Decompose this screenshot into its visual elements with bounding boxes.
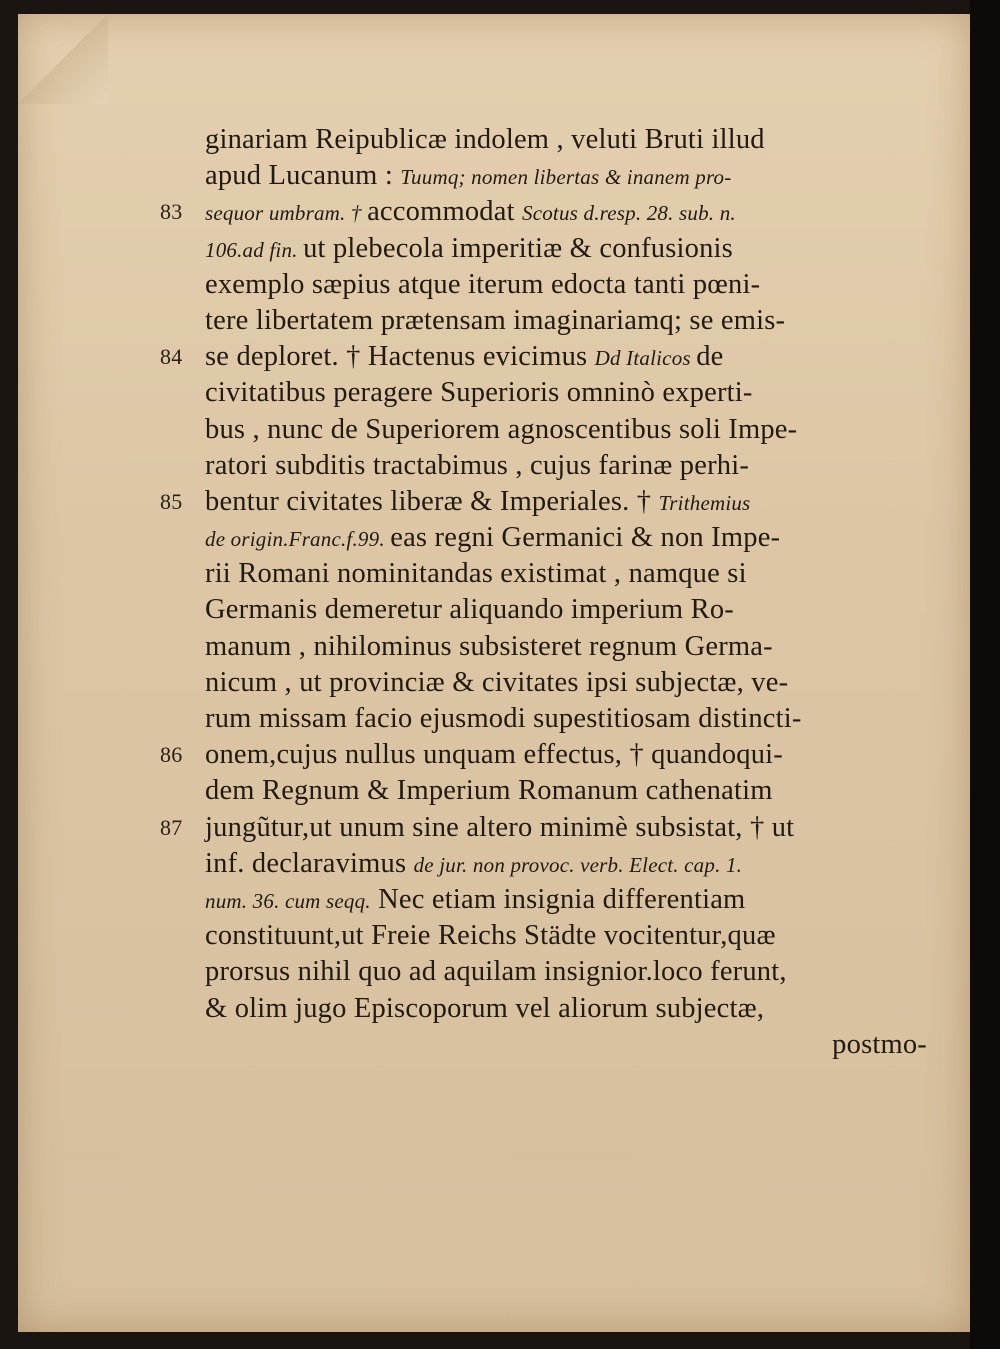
body-text: & olim jugo Episcoporum vel aliorum subjectæ, (205, 992, 765, 1024)
body-text: de (696, 341, 724, 373)
body-text: ut plebecola imperitiæ & confusionis (303, 232, 733, 264)
italic-citation: 106.ad fin. (205, 237, 304, 262)
body-text: exemplo sæpius atque iterum edocta tanti pœni- (205, 268, 761, 300)
page-text-block (160, 122, 927, 1063)
folded-corner (18, 14, 108, 104)
body-text: prorsus nihil quo ad aquilam insignior.loco ferunt, (205, 956, 787, 988)
text-line (205, 773, 927, 809)
text-line (160, 810, 927, 846)
italic-citation: Tuumq; nomen libertas & inanem pro- (400, 165, 732, 190)
margin-note-number: 86 (160, 742, 183, 768)
body-text: se deploret. † Hactenus evicimus (205, 341, 595, 373)
text-line (205, 991, 927, 1027)
margin-note-number: 87 (160, 814, 183, 840)
margin-note-number: 83 (160, 199, 183, 225)
body-text: Nec etiam insignia differentiam (370, 883, 746, 915)
text-line (205, 701, 927, 737)
body-text: nicum , ut provinciæ & civitates ipsi subjectæ, ve- (205, 666, 789, 698)
italic-citation: Scotus d.resp. 28. sub. n. (522, 201, 736, 226)
italic-citation: de origin.Franc.f.99. (205, 527, 391, 552)
body-text: manum , nihilominus subsisteret regnum Germa- (205, 630, 773, 662)
italic-citation: num. 36. cum seqq. (205, 888, 371, 913)
text-line (205, 122, 927, 158)
body-text: bus , nunc de Superiorem agnoscentibus soli Impe- (205, 413, 798, 445)
body-text: postmo- (832, 1028, 927, 1060)
text-line (205, 303, 927, 339)
body-text: civitatibus peragere Superioris omninò experti- (205, 377, 753, 409)
text-line (205, 629, 927, 665)
body-text: tere libertatem prætensam imaginariamq; se emis- (205, 304, 786, 336)
text-line (205, 592, 927, 628)
text-line (205, 267, 927, 303)
margin-note-number: 84 (160, 344, 183, 370)
text-line (205, 412, 927, 448)
body-text: jungũtur,ut unum sine altero minimè subsistat, † ut (205, 811, 795, 843)
body-text: Germanis demeretur aliquando imperium Ro- (205, 594, 734, 626)
margin-note-number: 85 (160, 488, 183, 514)
text-line (205, 158, 927, 194)
body-text: dem Regnum & Imperium Romanum cathenatim (205, 775, 773, 807)
text-line (160, 194, 927, 230)
text-line (205, 665, 927, 701)
body-text: rum missam facio ejusmodi supestitiosam distincti- (205, 703, 802, 734)
body-text: rii Romani nominitandas existimat , namque si (205, 558, 747, 590)
text-line (205, 520, 927, 556)
italic-citation: Trithemius (658, 490, 751, 515)
body-text: accommodat (367, 196, 523, 228)
text-line (205, 375, 927, 411)
body-text: bentur civitates liberæ & Imperiales. † (205, 485, 659, 517)
body-text: ginariam Reipublicæ indolem , veluti Bruti illud (205, 124, 765, 155)
text-line (205, 231, 927, 267)
text-line (160, 484, 927, 520)
text-line (205, 954, 927, 990)
body-text: onem,cujus nullus unquam effectus, † quandoqui- (205, 739, 783, 771)
body-text: apud Lucanum : (205, 160, 401, 192)
text-line (205, 1027, 927, 1063)
text-line (160, 339, 927, 375)
body-text: eas regni Germanici & non Impe- (390, 522, 781, 554)
scan-edge (970, 0, 1000, 1349)
text-line (205, 882, 927, 918)
body-text: ratori subditis tractabimus , cujus farinæ perhi- (205, 449, 750, 481)
text-line (205, 918, 927, 954)
text-line (205, 846, 927, 882)
text-line (205, 448, 927, 484)
body-text: inf. declaravimus (205, 847, 414, 879)
italic-citation: de jur. non provoc. verb. Elect. cap. 1. (413, 852, 743, 877)
text-line (160, 737, 927, 773)
text-line (205, 556, 927, 592)
body-text: constituunt,ut Freie Reichs Städte vocitentur,quæ (205, 920, 776, 952)
italic-citation: sequor umbram. † (205, 201, 368, 226)
italic-citation: Dd Italicos (594, 346, 697, 371)
